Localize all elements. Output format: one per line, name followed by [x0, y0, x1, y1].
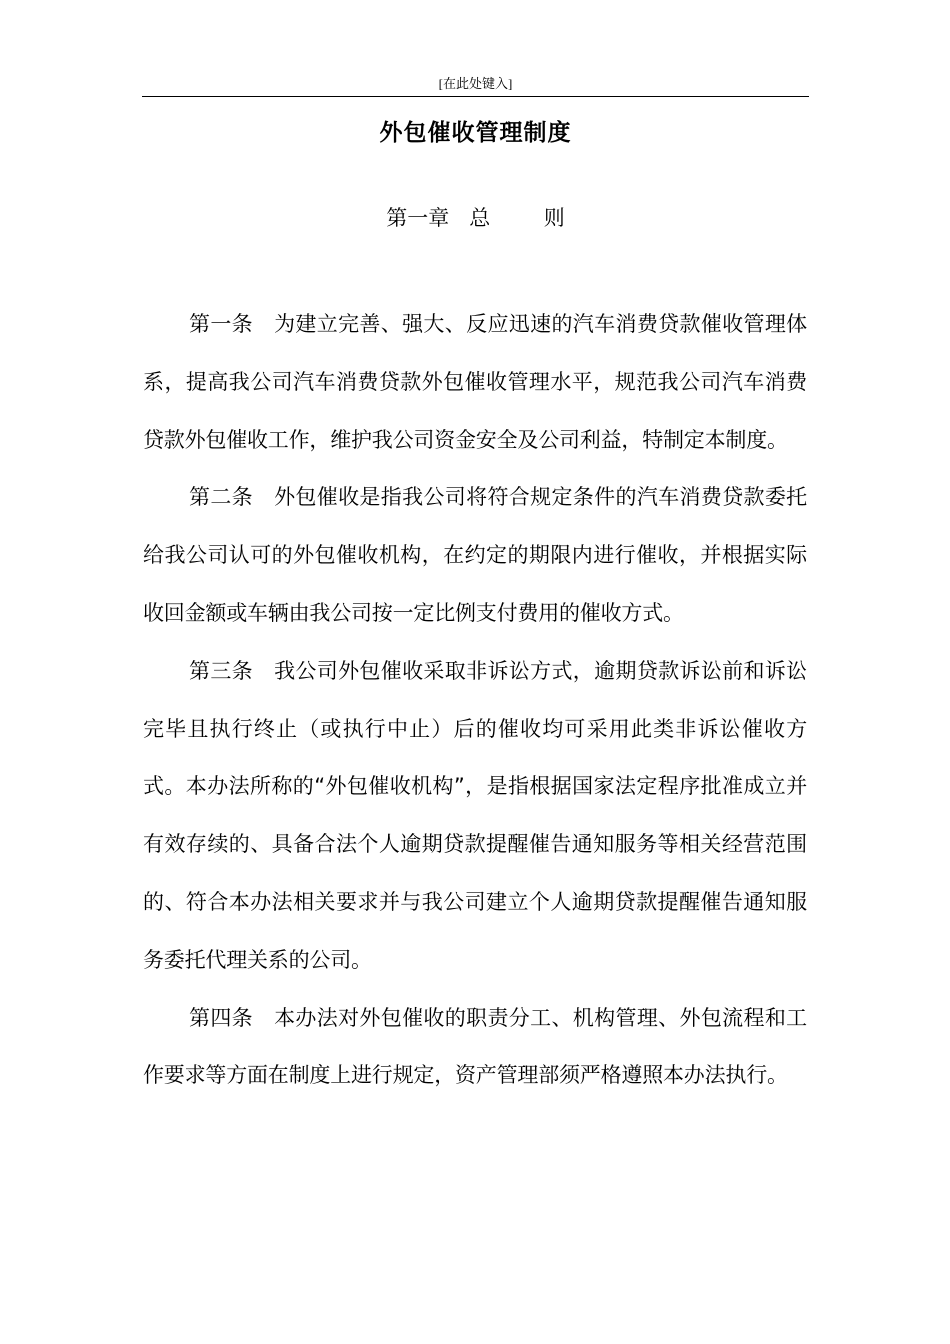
header-divider [142, 96, 809, 97]
page-header: [在此处键入] [438, 76, 513, 91]
article-text: 本办法对外包催收的职责分工、机构管理、外包流程和工作要求等方面在制度上进行规定，资产管理部须严格遵照本办法执行。 [143, 1005, 807, 1088]
article-2 [143, 469, 807, 642]
article-4 [143, 990, 807, 1106]
article-number: 第一条 [189, 312, 254, 336]
chapter-heading: 第一章 总 则 [386, 206, 565, 230]
article-text: 我公司外包催收采取非诉讼方式，逾期贷款诉讼前和诉讼完毕且执行终止（或执行中止）后的催收均可采用此类非诉讼催收方式。本办法所称的“外包催收机构”，是指根据国家法定程序批准成立并有效存续的、具备合法个人逾期贷款提醒催告通知服务等相关经营范围的、符合本办法相关要求并与我公司建立个人逾期贷款提醒催告通知服务委托代理关系的公司。 [143, 658, 807, 972]
article-number: 第二条 [189, 485, 254, 510]
article-text: 外包催收是指我公司将符合规定条件的汽车消费贷款委托给我公司认可的外包催收机构，在约定的期限内进行催收，并根据实际收回金额或车辆由我公司按一定比例支付费用的催收方式。 [143, 485, 807, 625]
article-3 [143, 643, 807, 990]
article-number: 第四条 [189, 1005, 254, 1030]
document-body [143, 296, 807, 1105]
document-title: 外包催收管理制度 [379, 120, 572, 146]
article-1 [143, 296, 807, 469]
article-text: 为建立完善、强大、反应迅速的汽车消费贷款催收管理体系，提高我公司汽车消费贷款外包催收管理水平，规范我公司汽车消费贷款外包催收工作，维护我公司资金安全及公司利益，特制定本制度。 [143, 312, 807, 452]
article-number: 第三条 [189, 658, 254, 683]
